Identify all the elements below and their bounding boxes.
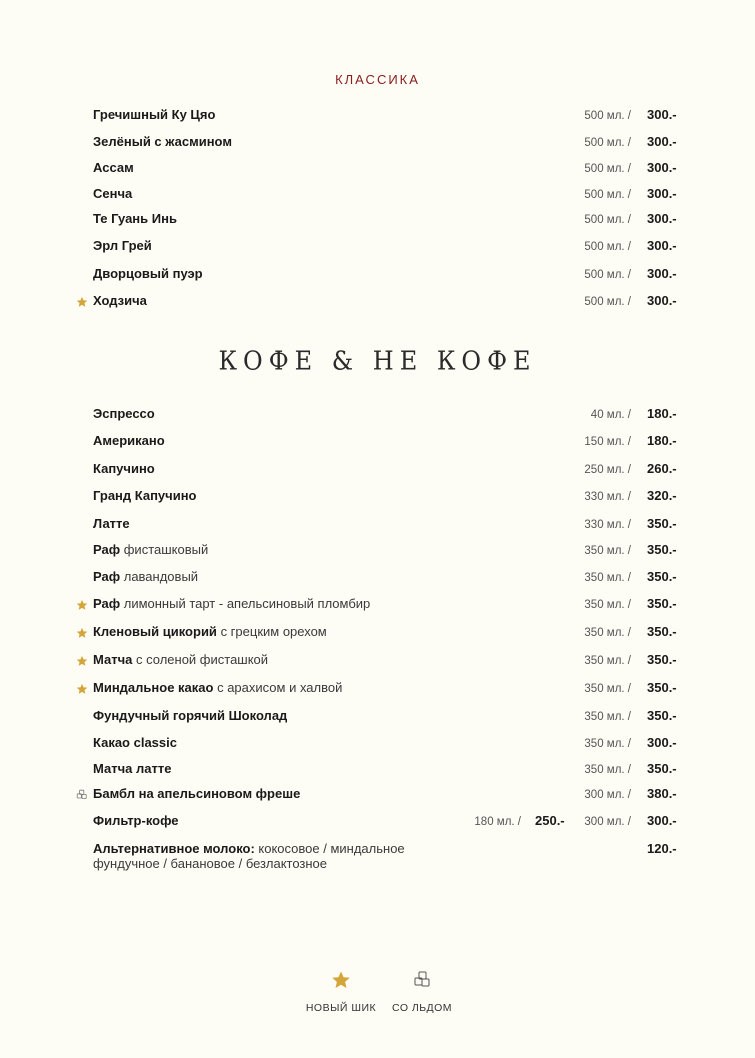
menu-item xyxy=(0,542,755,562)
menu-item xyxy=(0,134,755,154)
item-name: Дворцовый пуэр xyxy=(93,266,203,281)
item-name: Гречишный Ку Цяо xyxy=(93,107,216,122)
menu-item xyxy=(0,761,755,781)
item-volume: 500 мл. / xyxy=(584,296,631,308)
item-price: 350.- xyxy=(647,761,677,776)
item-name: Матча с соленой фисташкой xyxy=(93,652,269,667)
item-price: 350.- xyxy=(647,652,677,667)
item-volume: 500 мл. / xyxy=(584,214,631,226)
item-volume: 350 мл. / xyxy=(584,599,631,611)
item-price: 350.- xyxy=(647,596,677,611)
item-price-small: 250.- xyxy=(535,813,565,828)
item-volume: 300 мл. / xyxy=(584,816,631,828)
menu-item xyxy=(0,211,755,231)
legend-new xyxy=(296,970,386,1014)
item-volume: 150 мл. / xyxy=(584,436,631,448)
item-name: Эспрессо xyxy=(93,406,155,421)
item-name: Эрл Грей xyxy=(93,238,152,253)
section-title-classic: КЛАССИКА xyxy=(335,72,420,87)
item-name: Кленовый цикорий с грецким орехом xyxy=(93,624,327,639)
item-price: 300.- xyxy=(647,107,677,122)
item-volume: 330 мл. / xyxy=(584,519,631,531)
item-name: Фундучный горячий Шоколад xyxy=(93,708,288,723)
item-name: Какао classic xyxy=(93,735,177,750)
ice-cube-icon xyxy=(76,789,88,801)
item-name: Раф лавандовый xyxy=(93,569,199,584)
item-price: 300.- xyxy=(647,160,677,175)
menu-item xyxy=(0,708,755,728)
item-price: 300.- xyxy=(647,735,677,750)
item-price: 300.- xyxy=(647,186,677,201)
item-volume: 350 мл. / xyxy=(584,627,631,639)
item-price: 350.- xyxy=(647,624,677,639)
item-name: Раф лимонный тарт - апельсиновый пломбир xyxy=(93,596,371,611)
item-name: Раф фисташковый xyxy=(93,542,209,557)
item-volume: 350 мл. / xyxy=(584,572,631,584)
item-volume: 300 мл. / xyxy=(584,789,631,801)
menu-item xyxy=(0,293,755,313)
item-volume-small: 180 мл. / xyxy=(474,816,521,828)
star-icon xyxy=(331,970,351,990)
item-price: 350.- xyxy=(647,708,677,723)
item-volume: 350 мл. / xyxy=(584,711,631,723)
alt-milk-options: кокосовое / миндальное фундучное / банановое / безлактозное xyxy=(93,841,405,871)
item-price: 300.- xyxy=(647,813,677,828)
menu-item xyxy=(0,813,755,833)
menu-item xyxy=(0,652,755,672)
item-price: 300.- xyxy=(647,238,677,253)
item-volume: 350 мл. / xyxy=(584,738,631,750)
legend-ice-label: СО ЛЬДОМ xyxy=(391,1002,452,1014)
item-price: 350.- xyxy=(647,542,677,557)
menu-item xyxy=(0,786,755,806)
item-name: Гранд Капучино xyxy=(93,488,197,503)
item-price: 300.- xyxy=(647,293,677,308)
item-volume: 500 мл. / xyxy=(584,241,631,253)
item-name: Зелёный с жасмином xyxy=(93,134,232,149)
item-volume: 330 мл. / xyxy=(584,491,631,503)
section-title-coffee: КОФЕ & НЕ КОФЕ xyxy=(218,345,537,377)
item-name: Бамбл на апельсиновом фреше xyxy=(93,786,301,801)
item-price: 350.- xyxy=(647,680,677,695)
alt-milk-price: 120.- xyxy=(647,841,677,856)
item-volume: 500 мл. / xyxy=(584,137,631,149)
menu-item xyxy=(0,596,755,616)
item-volume: 250 мл. / xyxy=(584,464,631,476)
item-volume: 350 мл. / xyxy=(584,764,631,776)
item-price: 350.- xyxy=(647,569,677,584)
star-icon xyxy=(76,627,88,639)
menu-item xyxy=(0,488,755,508)
item-name: Ходзича xyxy=(93,293,147,308)
item-price: 320.- xyxy=(647,488,677,503)
menu-item xyxy=(0,433,755,453)
star-icon xyxy=(76,655,88,667)
item-price: 300.- xyxy=(647,266,677,281)
menu-item xyxy=(0,735,755,755)
legend-ice xyxy=(377,970,467,1014)
menu-item xyxy=(0,266,755,286)
item-volume: 350 мл. / xyxy=(584,683,631,695)
item-name: Те Гуань Инь xyxy=(93,211,177,226)
item-volume: 350 мл. / xyxy=(584,655,631,667)
ice-cube-icon xyxy=(412,970,432,990)
item-price: 260.- xyxy=(647,461,677,476)
item-name: Сенча xyxy=(93,186,133,201)
item-name: Капучино xyxy=(93,461,155,476)
item-volume: 40 мл. / xyxy=(590,409,631,421)
star-icon xyxy=(76,683,88,695)
item-name: Фильтр-кофе xyxy=(93,813,179,828)
star-icon xyxy=(76,296,88,308)
menu-item xyxy=(0,569,755,589)
menu-item xyxy=(0,107,755,127)
item-price: 180.- xyxy=(647,433,677,448)
item-name: Американо xyxy=(93,433,165,448)
item-name: Латте xyxy=(93,516,130,531)
menu-item xyxy=(0,186,755,206)
alt-milk-label: Альтернативное молоко: xyxy=(93,841,255,856)
item-price: 380.- xyxy=(647,786,677,801)
item-volume: 500 мл. / xyxy=(584,189,631,201)
item-volume: 500 мл. / xyxy=(584,163,631,175)
item-name: Матча латте xyxy=(93,761,172,776)
item-volume: 500 мл. / xyxy=(584,110,631,122)
menu-item xyxy=(0,238,755,258)
menu-item xyxy=(0,406,755,426)
legend-new-label: НОВЫЙ ШИК xyxy=(305,1002,377,1014)
alt-milk-note xyxy=(93,841,453,871)
item-name: Миндальное какао с арахисом и халвой xyxy=(93,680,343,695)
item-volume: 350 мл. / xyxy=(584,545,631,557)
item-price: 180.- xyxy=(647,406,677,421)
menu-item xyxy=(0,461,755,481)
item-price: 350.- xyxy=(647,516,677,531)
star-icon xyxy=(76,599,88,611)
menu-item xyxy=(0,680,755,700)
item-price: 300.- xyxy=(647,211,677,226)
menu-item xyxy=(0,516,755,536)
menu-item xyxy=(0,624,755,644)
item-name: Ассам xyxy=(93,160,134,175)
item-volume: 500 мл. / xyxy=(584,269,631,281)
menu-item xyxy=(0,160,755,180)
item-price: 300.- xyxy=(647,134,677,149)
